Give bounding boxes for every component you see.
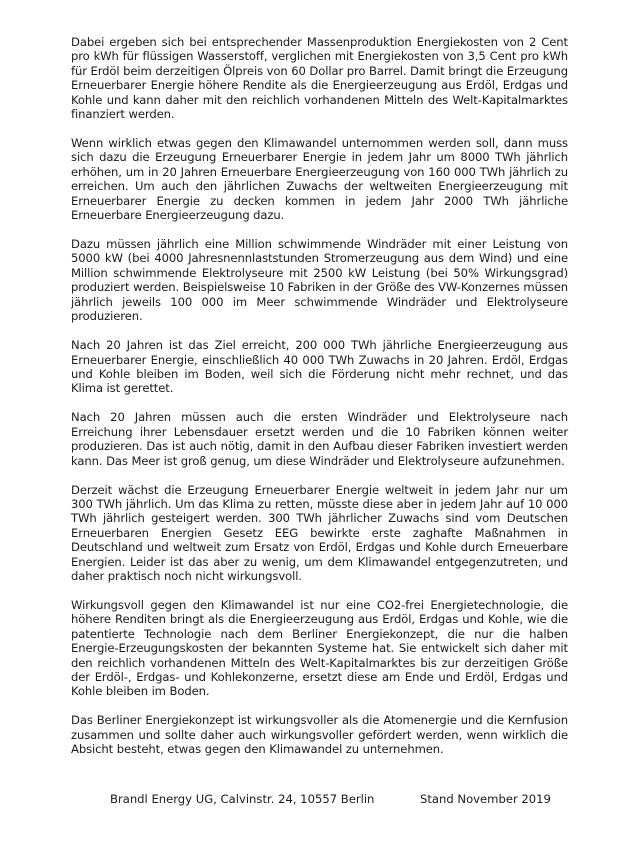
footer-address: Brandl Energy UG, Calvinstr. 24, 10557 Berlin	[110, 792, 375, 806]
paragraph-climate-target: Wenn wirklich etwas gegen den Klimawandel unternommen werden soll, dann muss sich dazu die Erzeugung Erneuerbarer Energie in jedem Jahr um 8000 TWh jährlich erhöhen, um in 20 Jahren Erneuerbare Energieerzeugung von 160 000 TWh jährlich zu erreichen. Um auch den jährlichen Zuwachs der weltweiten Energieerzeugung mit Erneuerbarer Energie zu decken kommen in jedem Jahr 2000 TWh jährliche Erneuerbare Energieerzeugung dazu.	[71, 136, 568, 223]
paragraph-energy-costs: Dabei ergeben sich bei entsprechender Massenproduktion Energiekosten von 2 Cent pro kWh für flüssigen Wasserstoff, verglichen mit Energiekosten von 3,5 Cent pro kWh für Erdöl beim derzeitigen Ölpreis von 60 Dollar pro Barrel. Damit bringt die Erzeugung Erneuerbarer Energie höhere Rendite als die Energieerzeugung aus Erdöl, Erdgas und Kohle und kann daher mit den reichlich vorhandenen Mitteln des Welt-Kapitalmarktes finanziert werden.	[71, 35, 568, 122]
paragraph-wind-turbines: Dazu müssen jährlich eine Million schwimmende Windräder mit einer Leistung von 5000 kW (bei 4000 Jahresnennlaststunden Stromerzeugung aus dem Wind) und eine Million schwimmende Elektrolyseure mit 2500 kW Leistung (bei 50% Wirkungsgrad) produziert werden. Beispielsweise 10 Fabriken in der Größe des VW-Konzernes müssen jährlich jeweils 100 000 im Meer schwimmende Windräder und Elektrolyseure produzieren.	[71, 237, 568, 324]
paragraph-goal-reached: Nach 20 Jahren ist das Ziel erreicht, 200 000 TWh jährliche Energieerzeugung aus Erneuerbarer Energie, einschließlich 40 000 TWh Zuwachs in 20 Jahren. Erdöl, Erdgas und Kohle bleiben im Boden, weil sich die Förderung nicht mehr rechnet, und das Klima ist gerettet.	[71, 338, 568, 396]
paragraph-effective-technology: Wirkungsvoll gegen den Klimawandel ist nur eine CO2-frei Energietechnologie, die höhere Renditen bringt als die Energieerzeugung aus Erdöl, Erdgas und Kohle, wie die patentierte Technologie nach dem Berliner Energiekonzept, die nur die halben Energie-Erzeugungskosten der bekannten Systeme hat. Sie entwickelt sich daher mit den reichlich vorhandenen Mitteln des Welt-Kapitalmarktes bis zur derzeitigen Größe der Erdöl-, Erdgas- und Kohlekonzerne, ersetzt diese am Ende und Erdöl, Erdgas und Kohle bleiben im Boden.	[71, 597, 568, 699]
footer-date: Stand November 2019	[420, 792, 551, 806]
paragraph-current-growth: Derzeit wächst die Erzeugung Erneuerbarer Energie weltweit in jedem Jahr nur um 300 TWh jährlich. Um das Klima zu retten, müsste diese aber in jedem Jahr auf 10 000 TWh jährlich gesteigert werden. 300 TWh jährlicher Zuwachs sind vom Deutschen Erneuerbaren Energien Gesetz EEG bewirkte erste zaghafte Maßnahmen in Deutschland und weltweit zum Ersatz von Erdöl, Erdgas und Kohle durch Erneuerbare Energien. Leider ist das aber zu wenig, um dem Klimawandel entgegenzutreten, und daher praktisch noch nicht wirkungsvoll.	[71, 482, 568, 583]
paragraph-berlin-concept: Das Berliner Energiekonzept ist wirkungsvoller als die Atomenergie und die Kernfusion zusammen und sollte daher auch wirkungsvoller gefördert werden, wenn wirklich die Absicht besteht, etwas gegen den Klimawandel zu unternehmen.	[71, 713, 568, 757]
document-body	[71, 35, 568, 771]
paragraph-replacement: Nach 20 Jahren müssen auch die ersten Windräder und Elektrolyseure nach Erreichung ihrer Lebensdauer ersetzt werden und die 10 Fabriken können weiter produzieren. Das ist auch nötig, damit in den Aufbau dieser Fabriken investiert werden kann. Das Meer ist groß genug, um diese Windräder und Elektrolyseure aufzunehmen.	[71, 410, 568, 468]
